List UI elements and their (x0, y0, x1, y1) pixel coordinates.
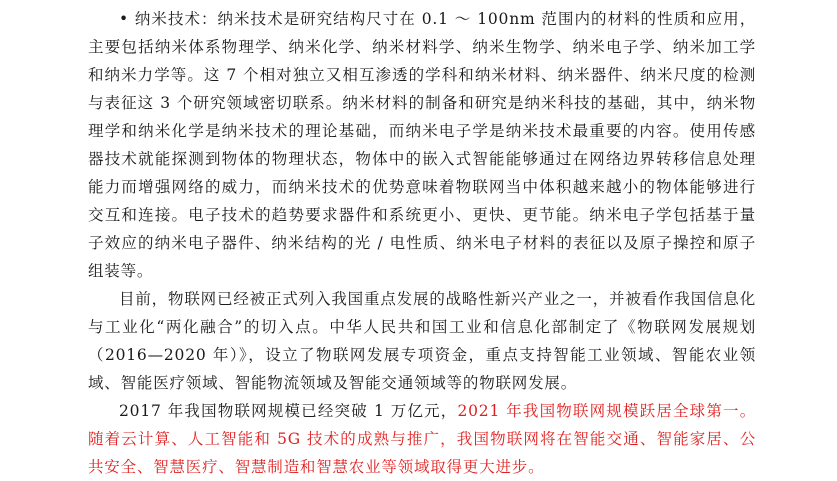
paragraph-iot-scale (88, 397, 756, 481)
paragraph-text: 目前，物联网已经被正式列入我国重点发展的战略性新兴产业之一，并被看作我国信息化与工业化“两化融合”的切入点。中华人民共和国工业和信息化部制定了《物联网发展规划（2016—2020 年）》，设立了物联网发展专项资金，重点支持智能工业领域、智能农业领域、智能医疗领域、智能物流领域及智能交通领域等的物联网发展。 (88, 290, 756, 392)
paragraph-iot-policy (88, 285, 756, 397)
document-body (88, 5, 756, 481)
highlighted-text: 2021 年我国物联网规模跃居全球第一。随着云计算、人工智能和 5G 技术的成熟与推广，我国物联网将在智能交通、智能家居、公共安全、智慧医疗、智慧制造和智慧农业等领域取得更大进步。 (88, 402, 757, 476)
paragraph-nanotechnology (88, 5, 756, 285)
bullet-icon: • (119, 10, 129, 28)
paragraph-text: 纳米技术：纳米技术是研究结构尺寸在 0.1 ～ 100nm 范围内的材料的性质和应用，主要包括纳米体系物理学、纳米化学、纳米材料学、纳米生物学、纳米电子学、纳米加工学和纳米力学等。这 7 个相对独立又相互渗透的学科和纳米材料、纳米器件、纳米尺度的检测与表征这 3 个研究领域密切联系。纳米材料的制备和研究是纳米科技的基础，其中，纳米物理学和纳米化学是纳米技术的理论基础，而纳米电子学是纳米技术最重要的内容。使用传感器技术就能探测到物体的物理状态，物体中的嵌入式智能能够通过在网络边界转移信息处理能力而增强网络的威力，而纳米技术的优势意味着物联网当中体积越来越小的物体能够进行交互和连接。电子技术的趋势要求器件和系统更小、更快、更节能。纳米电子学包括基于量子效应的纳米电子器件、纳米结构的光 / 电性质、纳米电子材料的表征以及原子操控和原子组装等。 (88, 10, 756, 280)
paragraph-text: 2017 年我国物联网规模已经突破 1 万亿元， (119, 402, 458, 420)
